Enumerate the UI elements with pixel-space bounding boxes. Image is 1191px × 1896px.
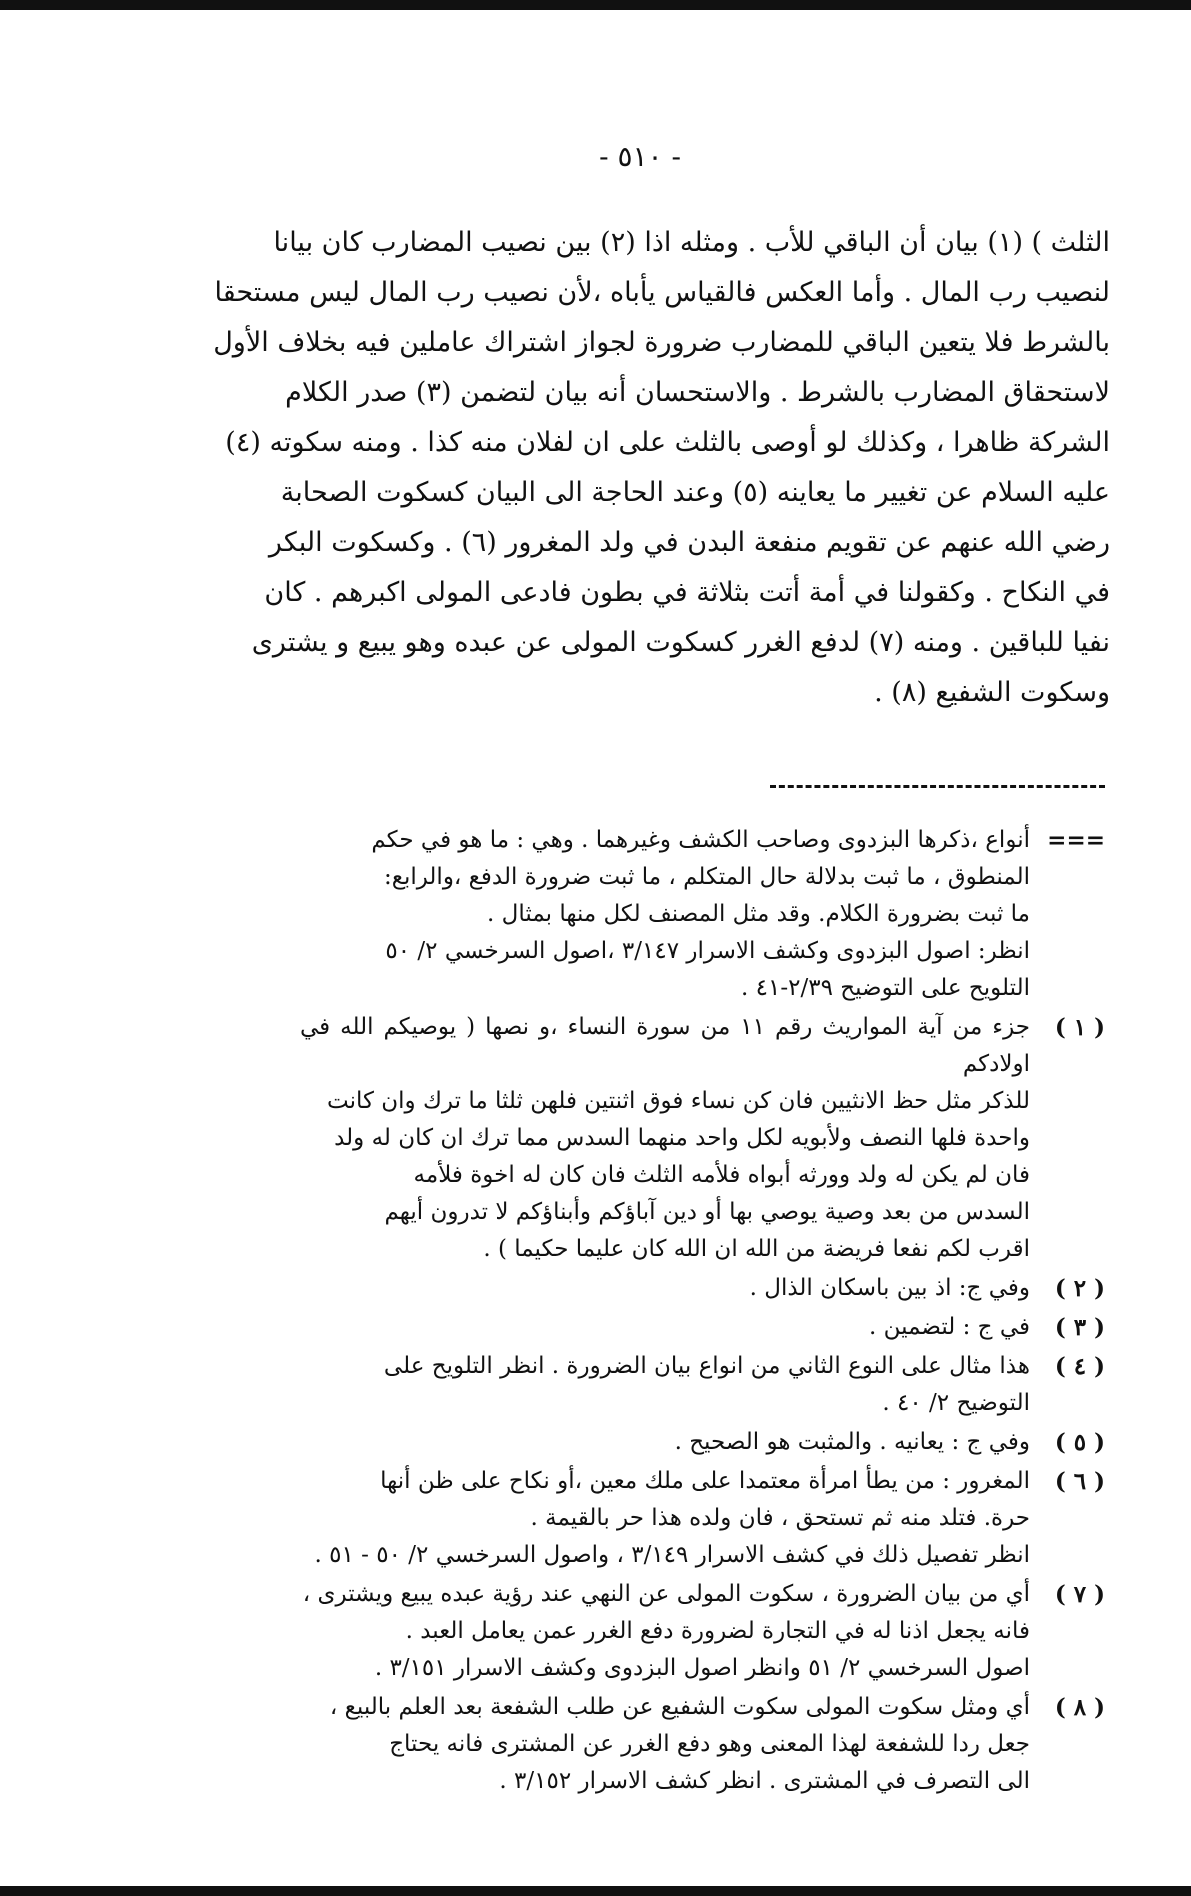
footnote-marker: ( ٣ ) (1054, 1314, 1105, 1341)
footnote-divider (770, 785, 1105, 788)
footnote-line: المغرور : من يطأ امرأة معتمدا على ملك معين ،أو نكاح على ظن أنها (380, 1468, 1030, 1494)
scan-top-edge (0, 0, 1191, 10)
footnote-line: انظر: اصول البزدوى وكشف الاسرار ٣/١٤٧ ،اصول السرخسي ٢/ ٥٠ (385, 938, 1030, 964)
main-text-line: وسكوت الشفيع (٨) . (874, 677, 1110, 708)
footnote-2 (150, 1270, 1105, 1307)
main-text-line: في النكاح . وكقولنا في أمة أتت بثلاثة في بطون فادعى المولى اكبرهم . كان (264, 577, 1110, 608)
footnote-line: المنطوق ، ما ثبت بدلالة حال المتكلم ، ما ثبت ضرورة الدفع ،والرابع: (383, 864, 1030, 890)
footnote-line: فانه يجعل اذنا له في التجارة لضرورة دفع الغرر عمن يعامل العبد . (405, 1618, 1030, 1644)
main-text-line: لنصيب رب المال . وأما العكس فالقياس يأباه ،لأن نصيب رب المال ليس مستحقا (214, 277, 1110, 308)
footnote-body (150, 822, 1030, 1007)
footnote-line: اصول السرخسي ٢/ ٥١ وانظر اصول البزدوى وكشف الاسرار ٣/١٥١ . (374, 1655, 1030, 1681)
footnote-body (150, 1689, 1030, 1800)
footnote-line: في ج : لتضمين . (869, 1314, 1030, 1340)
main-text-line: رضي الله عنهم عن تقويم منفعة البدن في ولد المغرور (٦) . وكسكوت البكر (268, 527, 1110, 558)
footnote-line: هذا مثال على النوع الثاني من انواع بيان الضرورة . انظر التلويح على (383, 1353, 1030, 1379)
footnote-4 (150, 1348, 1105, 1422)
footnote-body (150, 1348, 1030, 1422)
footnote-line: فان لم يكن له ولد وورثه أبواه فلأمه الثلث فان كان له اخوة فلأمه (413, 1162, 1030, 1188)
scan-bottom-edge (0, 1886, 1191, 1896)
footnote-line: السدس من بعد وصية يوصي بها أو دين آباؤكم وأبناؤكم لا تدرون أيهم (384, 1199, 1030, 1225)
footnote-line: وفي ج : يعانيه . والمثبت هو الصحيح . (674, 1429, 1030, 1455)
main-text-line: لاستحقاق المضارب بالشرط . والاستحسان أنه بيان لتضمن (٣) صدر الكلام (285, 377, 1110, 408)
footnote-marker: ( ١ ) (1054, 1014, 1105, 1041)
page-number: - ٥١٠ - (599, 140, 681, 173)
footnote-line: ما ثبت بضرورة الكلام. وقد مثل المصنف لكل منها بمثال . (487, 901, 1030, 927)
footnote-line: التلويح على التوضيح ٢/٣٩-٤١ . (741, 975, 1030, 1001)
main-text-line: الشركة ظاهرا ، وكذلك لو أوصى بالثلث على ان لفلان منه كذا . ومنه سكوته (٤) (225, 427, 1110, 458)
footnote-line: أي ومثل سكوت المولى سكوت الشفيع عن طلب الشفعة بعد العلم بالبيع ، (329, 1694, 1030, 1720)
footnote-1 (150, 1009, 1105, 1268)
footnote-line: اقرب لكم نفعا فريضة من الله ان الله كان عليما حكيما ) . (483, 1236, 1030, 1262)
footnote-body (150, 1309, 1030, 1346)
footnote-continued (150, 822, 1105, 1007)
main-text-line: نفيا للباقين . ومنه (٧) لدفع الغرر كسكوت المولى عن عبده وهو يبيع و يشترى (251, 627, 1110, 658)
main-text-line: الثلث ) (١) بيان أن الباقي للأب . ومثله اذا (٢) بين نصيب المضارب كان بيانا (273, 227, 1110, 258)
footnote-5 (150, 1424, 1105, 1461)
footnote-6 (150, 1463, 1105, 1574)
main-text-line: عليه السلام عن تغيير ما يعاينه (٥) وعند الحاجة الى البيان كسكوت الصحابة (280, 477, 1110, 508)
footnote-line: الى التصرف في المشترى . انظر كشف الاسرار ٣/١٥٢ . (499, 1768, 1030, 1794)
footnote-marker: ( ٤ ) (1054, 1353, 1105, 1380)
footnote-body (150, 1270, 1030, 1307)
footnote-line: جعل ردا للشفعة لهذا المعنى وهو دفع الغرر عن المشترى فانه يحتاج (389, 1731, 1030, 1757)
footnote-body (150, 1576, 1030, 1687)
footnote-body (150, 1463, 1030, 1574)
footnote-line: انظر تفصيل ذلك في كشف الاسرار ٣/١٤٩ ، واصول السرخسي ٢/ ٥٠ - ٥١ . (314, 1542, 1030, 1568)
footnote-marker: ( ٨ ) (1054, 1694, 1105, 1721)
footnote-line: واحدة فلها النصف ولأبويه لكل واحد منهما السدس مما ترك ان كان له ولد (334, 1125, 1030, 1151)
footnote-line: أنواع ،ذكرها البزدوى وصاحب الكشف وغيرهما . وهي : ما هو في حكم (371, 827, 1030, 853)
footnote-line: أي من بيان الضرورة ، سكوت المولى عن النهي عند رؤية عبده يبيع ويشترى ، (302, 1581, 1030, 1607)
footnote-marker: === (1047, 827, 1105, 854)
footnote-marker: ( ٥ ) (1054, 1429, 1105, 1456)
footnote-body (150, 1424, 1030, 1461)
footnote-line: التوضيح ٢/ ٤٠ . (882, 1390, 1030, 1416)
footnote-8 (150, 1689, 1105, 1800)
footnote-7 (150, 1576, 1105, 1687)
footnote-line: وفي ج: اذ بين باسكان الذال . (749, 1275, 1030, 1301)
footnote-line: للذكر مثل حظ الانثيين فان كن نساء فوق اثنتين فلهن ثلثا ما ترك وان كانت (327, 1088, 1030, 1114)
footnote-line: حرة. فتلد منه ثم تستحق ، فان ولده هذا حر بالقيمة . (530, 1505, 1030, 1531)
main-text (150, 218, 1110, 718)
footnote-marker: ( ٦ ) (1054, 1468, 1105, 1495)
footnote-marker: ( ٢ ) (1054, 1275, 1105, 1302)
footnote-line: جزء من آية المواريث رقم ١١ من سورة النساء ،و نصها ( يوصيكم الله في اولادكم (300, 1014, 1030, 1077)
footnote-marker: ( ٧ ) (1054, 1581, 1105, 1608)
footnote-3 (150, 1309, 1105, 1346)
footnotes (150, 822, 1105, 1802)
main-text-line: بالشرط فلا يتعين الباقي للمضارب ضرورة لجواز اشتراك عاملين فيه بخلاف الأول (213, 327, 1110, 358)
footnote-body (150, 1009, 1030, 1268)
